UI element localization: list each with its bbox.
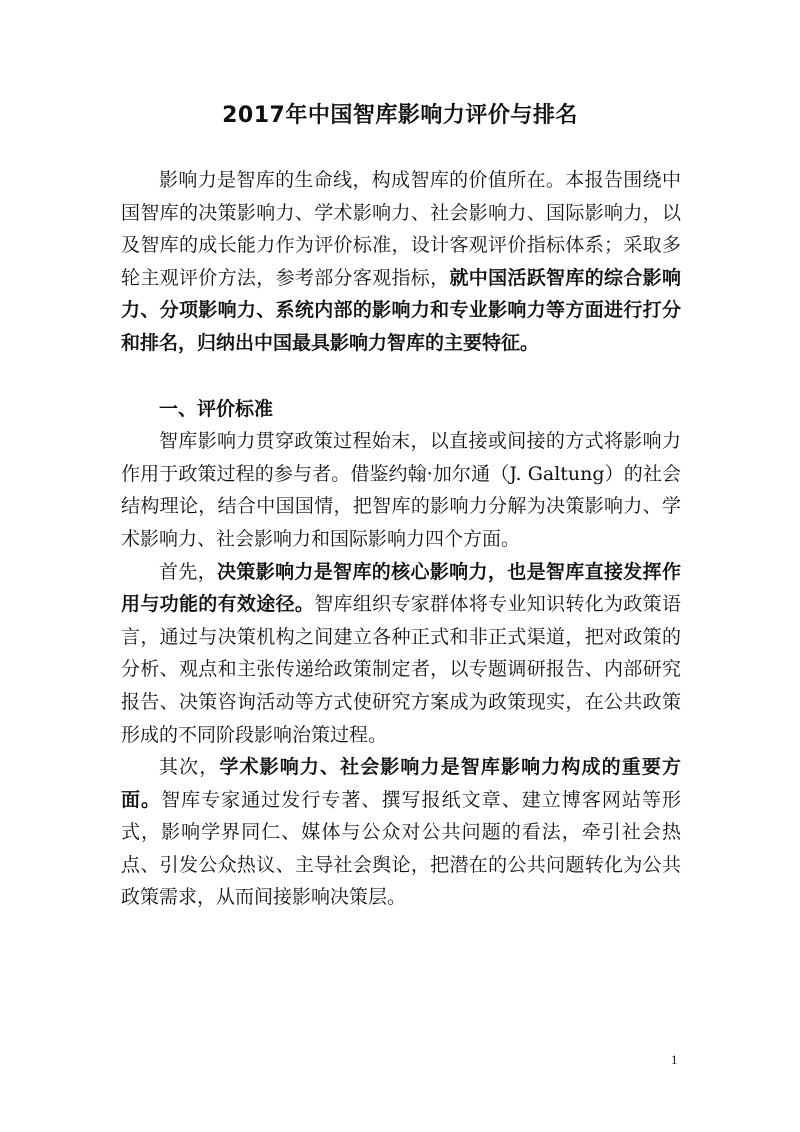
- section-spacer: [121, 360, 681, 393]
- paragraph-2-lead: 首先，: [159, 560, 218, 583]
- section-paragraph-2: [121, 556, 681, 752]
- page-number: 1: [671, 1052, 678, 1067]
- section-heading: 一、评价标准: [159, 397, 274, 420]
- document-title: 2017年中国智库影响力评价与排名: [222, 103, 578, 128]
- paragraph-3-rest: 智库专家通过发行专著、撰写报纸文章、建立博客网站等形式，影响学界同仁、媒体与公众对公共问题的看法，牵引社会热点、引发公众热议、主导社会舆论，把潜在的公共问题转化为公共政策需求，从而间接影响决策层。: [121, 788, 681, 909]
- document-body: [121, 164, 681, 914]
- paragraph-2-rest: 智库组织专家群体将专业知识转化为政策语言，通过与决策机构之间建立各种正式和非正式渠道，把对政策的分析、观点和主张传递给政策制定者，以专题调研报告、内部研究报告、决策咨询活动等方式使研究方案成为政策现实，在公共政策形成的不同阶段影响治策过程。: [121, 593, 681, 746]
- intro-paragraph: [121, 164, 681, 360]
- section-paragraph-1: 智库影响力贯穿政策过程始末，以直接或间接的方式将影响力作用于政策过程的参与者。借鉴约翰·加尔通（J. Galtung）的社会结构理论，结合中国国情，把智库的影响力分解为决策影响力、学术影响力、社会影响力和国际影响力四个方面。: [121, 430, 681, 550]
- section-paragraph-3: [121, 751, 681, 914]
- paragraph-3-lead: 其次，: [159, 756, 220, 779]
- intro-bold-text: 就中国活跃智库的综合影响力、分项影响力、系统内部的影响力和专业影响力等方面进行打分和排名，归纳出中国最具影响力智库的主要特征。: [121, 266, 681, 354]
- paragraph-2-bold: 决策影响力是智库的核心影响力，也是智库直接发挥作用与功能的有效途径。: [121, 560, 681, 616]
- intro-text: 影响力是智库的生命线，构成智库的价值所在。本报告围绕中国智库的决策影响力、学术影响力、社会影响力、国际影响力，以及智库的成长能力作为评价标准，设计客观评价指标体系；采取多轮主观评价方法，参考部分客观指标，: [121, 169, 681, 289]
- paragraph-3-bold: 学术影响力、社会影响力是智库影响力构成的重要方面。: [121, 756, 681, 811]
